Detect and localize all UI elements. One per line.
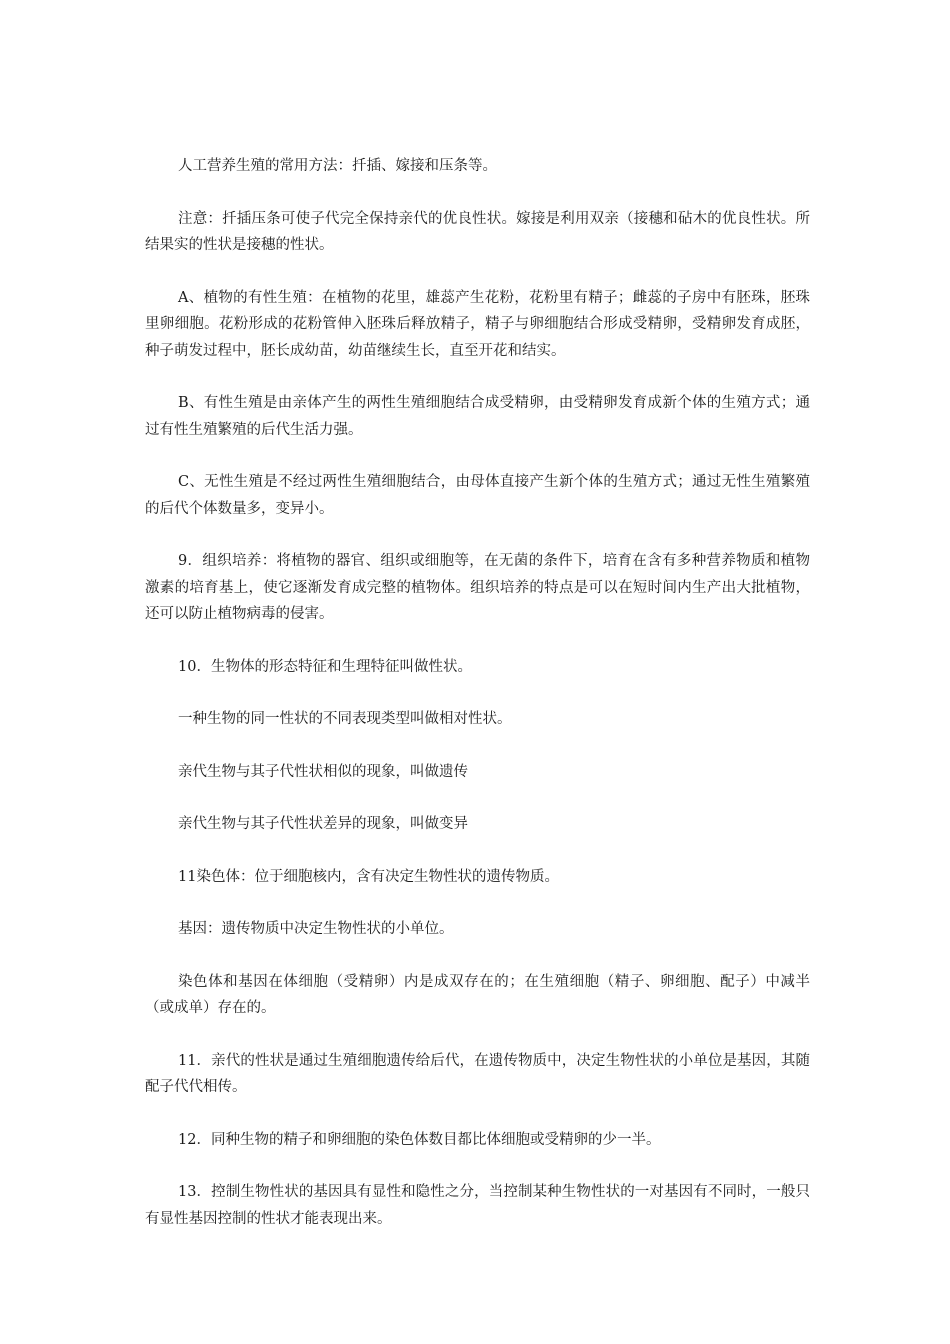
paragraph-note-grafting: 注意：扦插压条可使子代完全保持亲代的优良性状。嫁接是利用双亲（接穗和砧木的优良性状。所结果实的性状是接穗的性状。 <box>145 210 810 253</box>
paragraph-variation: 亲代生物与其子代性状差异的现象，叫做变异 <box>178 816 468 832</box>
paragraph-tissue-culture: 9．组织培养：将植物的器官、组织或细胞等，在无菌的条件下，培育在含有多种营养物质和植物激素的培育基上，使它逐渐发育成完整的植物体。组织培养的特点是可以在短时间内生产出大批植物，还可以防止植物病毒的侵害。 <box>145 553 810 622</box>
paragraph-traits: 10．生物体的形态特征和生理特征叫做性状。 <box>178 658 472 675</box>
paragraph-chromosome-number: 12．同种生物的精子和卵细胞的染色体数目都比体细胞或受精卵的少一半。 <box>178 1131 661 1148</box>
paragraph-chromosome: 11染色体：位于细胞核内，含有决定生物性状的遗传物质。 <box>178 868 559 885</box>
paragraph-heredity: 亲代生物与其子代性状相似的现象，叫做遗传 <box>178 763 468 780</box>
paragraph-plant-sexual-reproduction: A、植物的有性生殖：在植物的花里，雄蕊产生花粉，花粉里有精子；雌蕊的子房中有胚珠，胚珠里卵细胞。花粉形成的花粉管伸入胚珠后释放精子，精子与卵细胞结合形成受精卵，受精卵发育成胚，种子萌发过程中，胚长成幼苗，幼苗继续生长，直至开花和结实。 <box>145 289 810 359</box>
paragraph-sexual-reproduction: B、有性生殖是由亲体产生的两性生殖细胞结合成受精卵，由受精卵发育成新个体的生殖方式；通过有性生殖繁殖的后代生活力强。 <box>145 395 810 438</box>
paragraph-asexual-reproduction: C、无性生殖是不经过两性生殖细胞结合，由母体直接产生新个体的生殖方式；通过无性生殖繁殖的后代个体数量多，变异小。 <box>145 474 810 517</box>
paragraph-dominant-recessive: 13．控制生物性状的基因具有显性和隐性之分，当控制某种生物性状的一对基因有不同时，一般只有显性基因控制的性状才能表现出来。 <box>145 1184 810 1227</box>
document-body <box>145 153 810 1258</box>
paragraph-chromosome-pairs: 染色体和基因在体细胞（受精卵）内是成双存在的；在生殖细胞（精子、卵细胞、配子）中减半（或成单）存在的。 <box>145 973 810 1016</box>
paragraph-relative-traits: 一种生物的同一性状的不同表现类型叫做相对性状。 <box>178 711 512 727</box>
paragraph-vegetative-methods: 人工营养生殖的常用方法：扦插、嫁接和压条等。 <box>178 158 497 174</box>
paragraph-gene: 基因：遗传物质中决定生物性状的小单位。 <box>178 921 454 937</box>
paragraph-inheritance-via-gametes: 11．亲代的性状是通过生殖细胞遗传给后代，在遗传物质中，决定生物性状的小单位是基因，其随配子代代相传。 <box>145 1052 810 1095</box>
